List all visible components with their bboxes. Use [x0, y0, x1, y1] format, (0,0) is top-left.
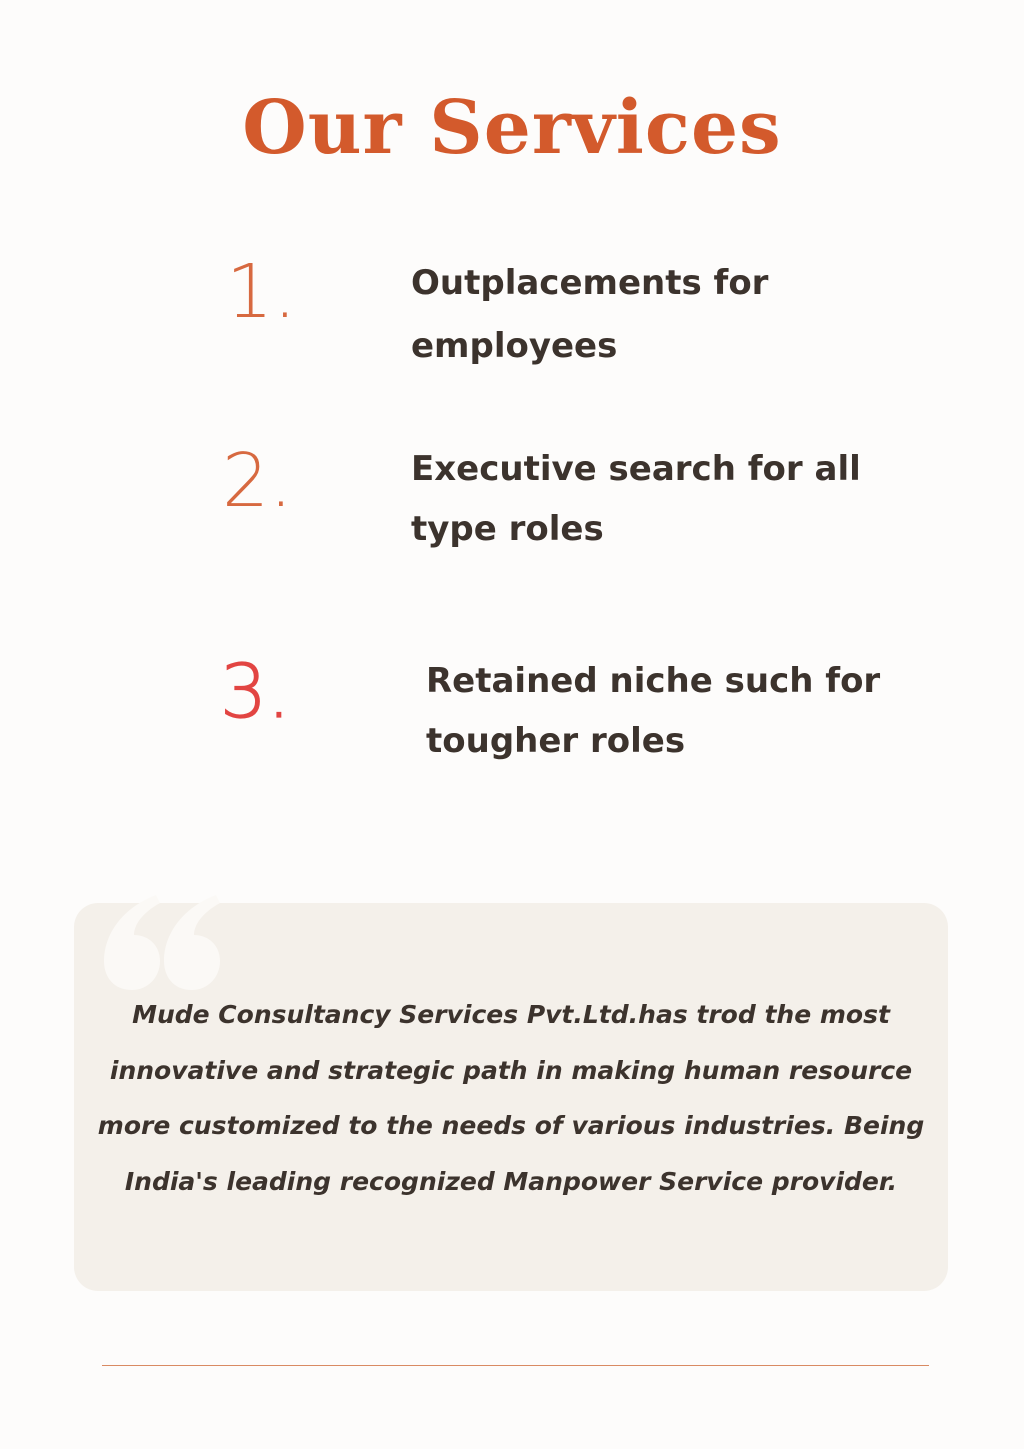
footer-divider	[102, 1365, 929, 1366]
service-number-2: 2.	[222, 438, 293, 524]
service-text-1-line-2: employees	[411, 326, 618, 366]
service-text-2-line-2: type roles	[411, 509, 604, 549]
service-text-2-line-1: Executive search for all	[411, 449, 861, 489]
service-text-1-line-1: Outplacements for	[411, 263, 769, 303]
quote-text: Mude Consultancy Services Pvt.Ltd.has trod the most innovative and strategic path in making human resource more customized to the needs of various industries. Being India's leading recognized Manpower Service provider.	[97, 1000, 925, 1196]
service-text-3-line-2: tougher roles	[426, 721, 686, 761]
service-number-3: 3.	[220, 649, 291, 735]
service-number-1: 1.	[226, 249, 297, 335]
service-text-3-line-1: Retained niche such for	[426, 661, 881, 701]
page-title: Our Services	[242, 85, 782, 171]
quote-open-icon	[104, 895, 234, 995]
quote-box	[74, 903, 948, 1291]
